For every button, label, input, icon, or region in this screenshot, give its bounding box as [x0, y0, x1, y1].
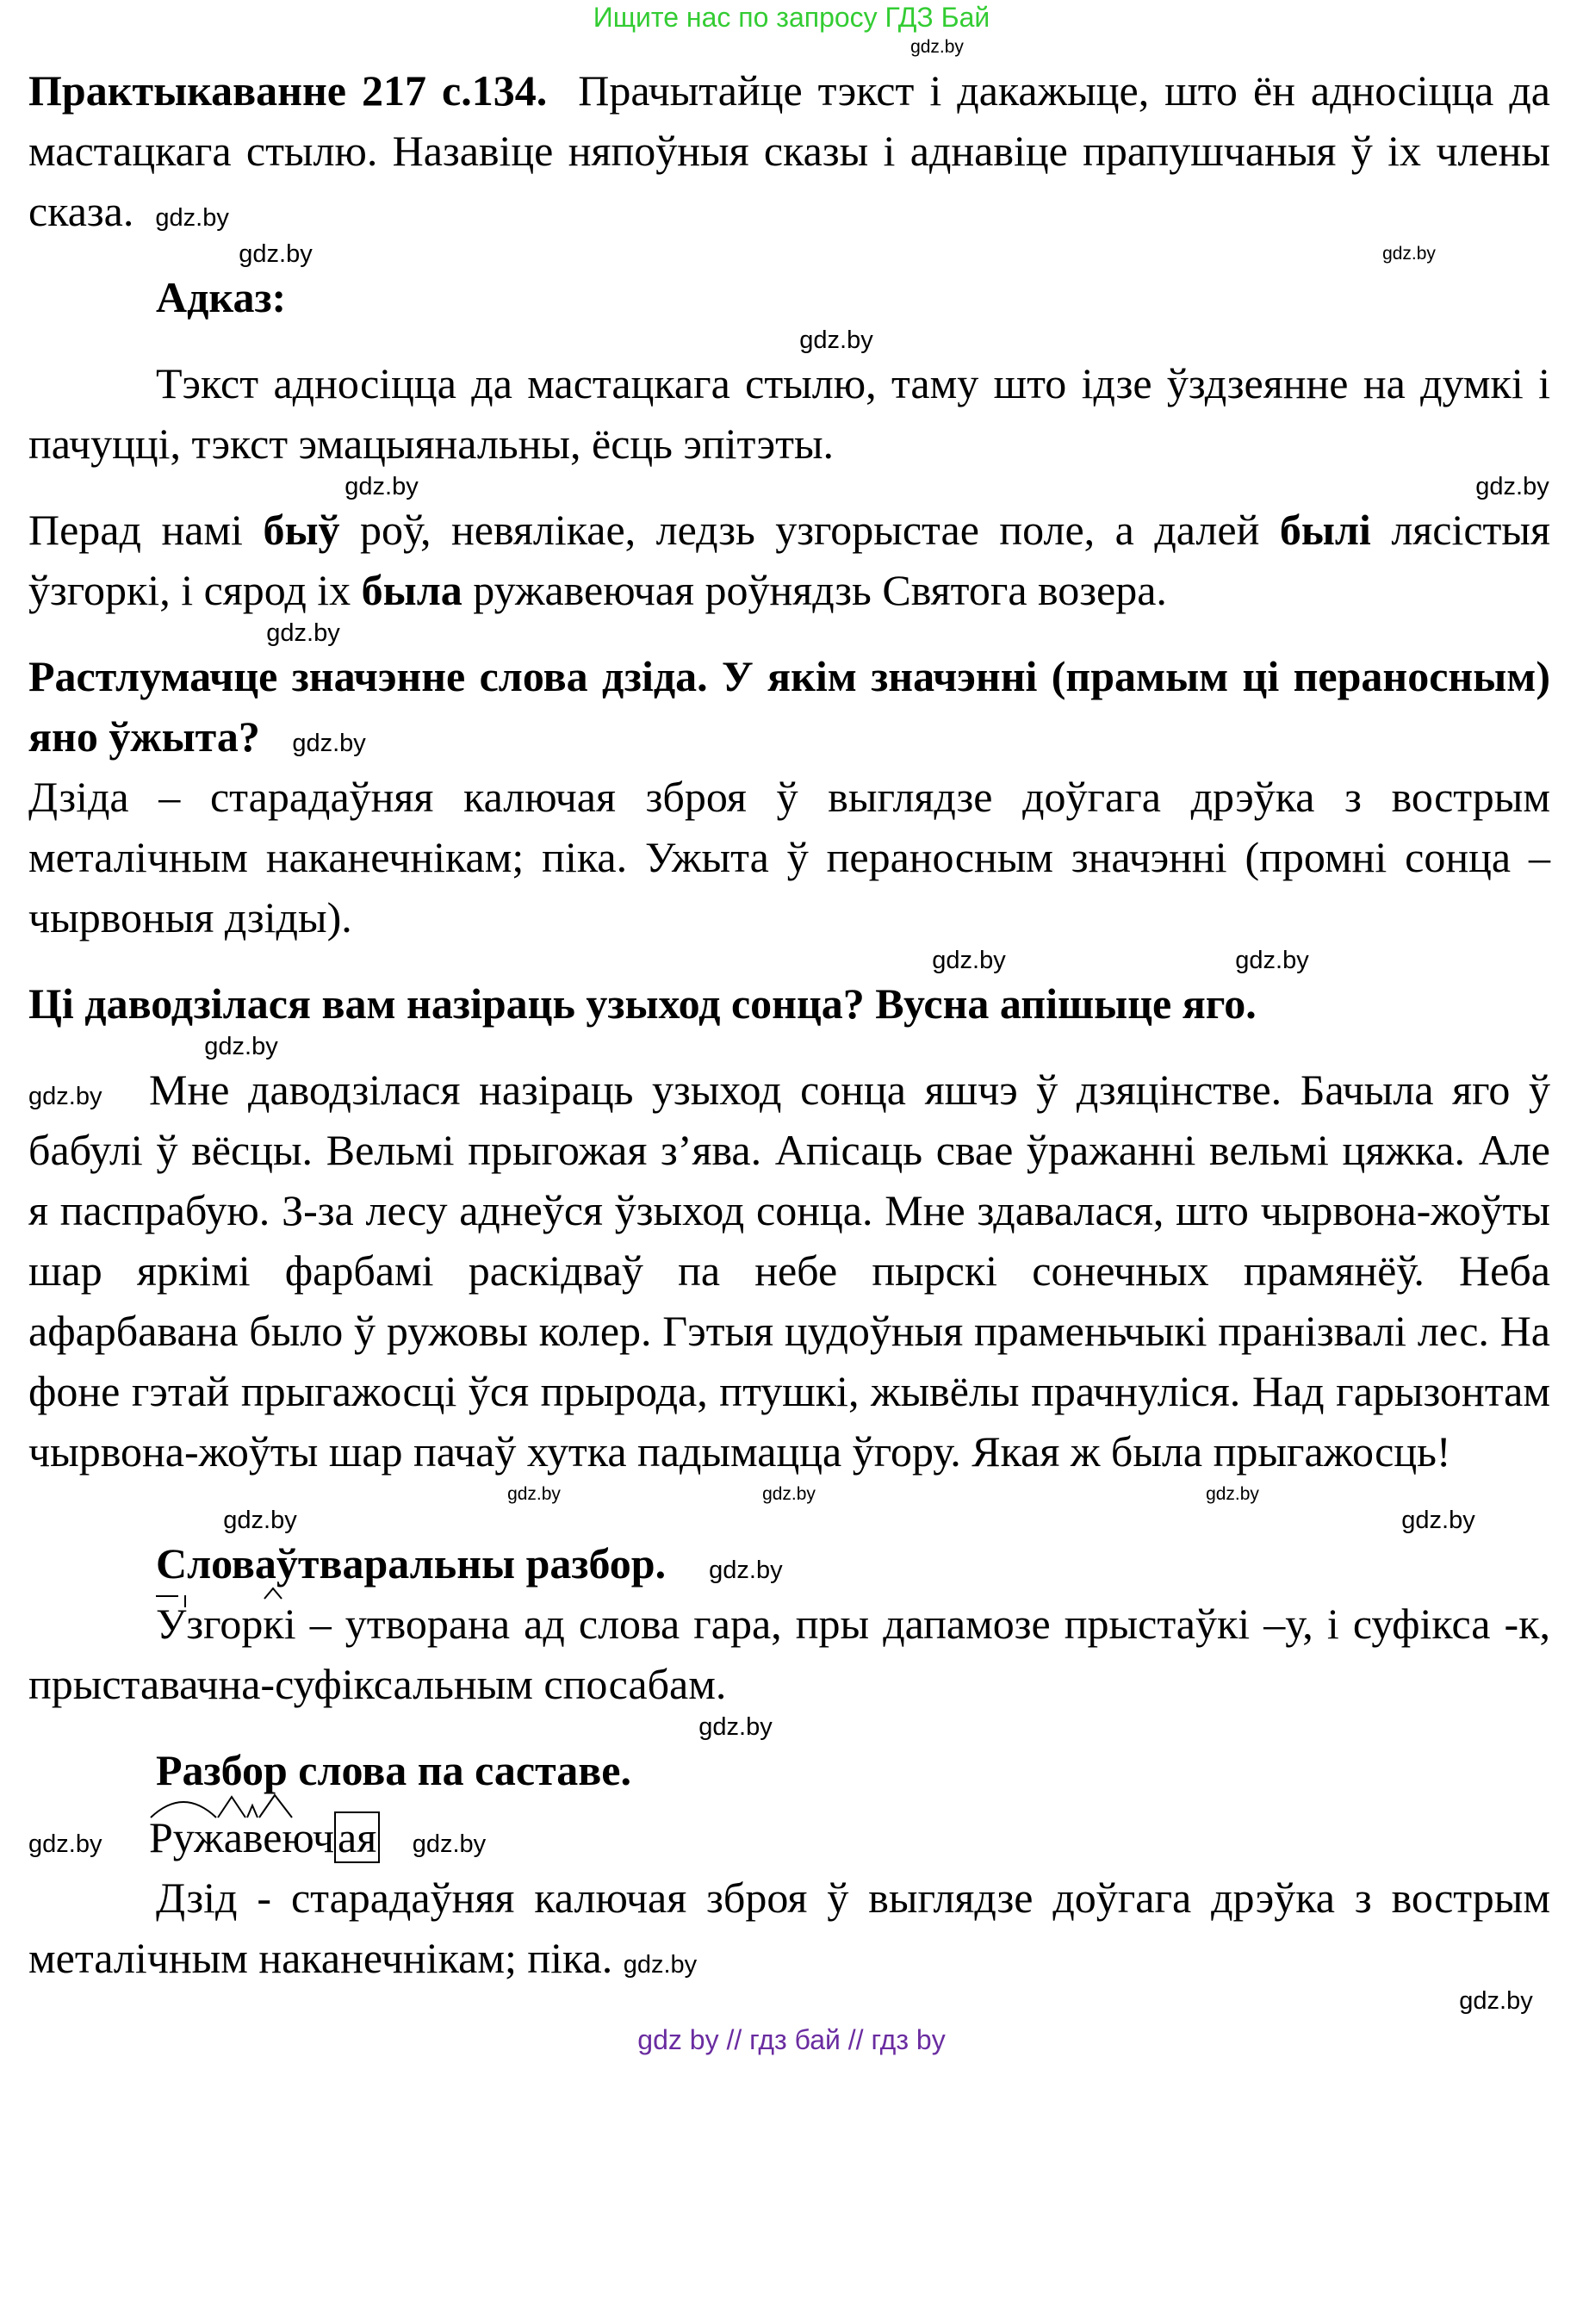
suffix-caret-icon — [263, 1587, 283, 1600]
document-column — [28, 0, 1550, 2057]
task-text: Прачытайце тэкст і дакажыце, што ён адносіцца да мастацкага стылю. Назавіце няпоўныя сказы і аднавіце прапушчаныя ў іх члены сказа. — [28, 66, 1551, 235]
text: роў, невялікае, ледзь узгорыстае поле, а далей — [339, 506, 1280, 554]
watermark: gdz.by — [266, 619, 340, 647]
watermark: gdz.by — [1475, 473, 1549, 500]
watermark-row — [28, 1988, 1550, 2014]
watermark-row — [28, 1507, 1550, 1533]
morpheme-analysis — [28, 1807, 1550, 1867]
indent-watermark — [28, 1807, 149, 1867]
watermark: gdz.by — [932, 947, 1006, 974]
watermark-row — [28, 34, 1550, 60]
watermark: gdz.by — [155, 204, 229, 232]
watermark: gdz.by — [1459, 1987, 1533, 2015]
ending: і — [283, 1600, 296, 1648]
question-3-answer — [28, 1059, 1550, 1482]
text: лясістыя ўзгоркі, і сярод іх — [28, 506, 1551, 614]
text: ружавеючая роўнядзь Святога возера. — [462, 566, 1167, 614]
watermark: gdz.by — [910, 37, 964, 57]
watermark-row — [28, 620, 1550, 646]
watermark-row — [28, 1034, 1550, 1059]
question-2-answer: Дзіда – старадаўняя калючая зброя ў выглядзе доўгага дрэўка з вострым металічным наканечнікам; піка. Ужыта ў пераносным значэнні (промні сонца – чырвоныя дзіды). — [28, 773, 1550, 941]
suffix-mark — [263, 1594, 283, 1654]
watermark: gdz.by — [1401, 1507, 1475, 1534]
definition — [28, 1867, 1550, 1988]
restored-sentence — [28, 500, 1550, 620]
question-2 — [28, 646, 1550, 767]
watermark-row — [28, 1482, 1550, 1507]
root: згор — [186, 1600, 264, 1648]
watermark: gdz.by — [1206, 1484, 1259, 1504]
watermark: gdz.by — [28, 1083, 102, 1110]
question-3: Ці даводзілася вам назіраць узыход сонца? Вусна апішыце яго. — [28, 979, 1257, 1028]
watermark: gdz.by — [709, 1557, 783, 1584]
task-title: Практыкаванне 217 с.134. — [28, 66, 548, 115]
task-paragraph — [28, 60, 1550, 241]
watermark: gdz.by — [1235, 947, 1309, 974]
watermark: gdz.by — [345, 473, 419, 500]
restored-word: была — [361, 566, 462, 614]
text: – утворана ад слова гара, пры дапамозе прыстаўкі –у, і суфікса -к, прыставачна-суфіксальным спосабам. — [28, 1600, 1550, 1708]
watermark-row — [28, 327, 1550, 353]
watermark: gdz.by — [507, 1484, 561, 1504]
footer-links[interactable]: gdz by // гдз бай // гдз by — [637, 2024, 946, 2055]
text: Перад намі — [28, 506, 264, 554]
watermark: gdz.by — [223, 1507, 297, 1534]
watermark: gdz.by — [204, 1033, 278, 1060]
morpheme-marks-icon — [149, 1792, 373, 1826]
question-3-answer-text: Мне даводзілася назіраць узыход сонца яшчэ ў дзяцінстве. Бачыла яго ў бабулі ў вёсцы. Вельмі прыгожая з’ява. Апісаць свае ўражанні вельмі цяжка. Але я паспрабую. З-за лесу аднеўся ўзыход сонца. Мне здавалася, што чырвона-жоўты шар яркімі фарбамі раскідваў па небе пырскі сонечных прамянёў. Неба афарбавана было ў ружовы колер. Гэтыя цудоўныя праменьчыкі пранізвалі лес. На фоне гэтай прыгажосці ўся прырода, птушкі, жывёлы прачнуліся. Над гарызонтам чырвона-жоўты шар пачаў хутка падымацца ўгору. Якая ж была прыгажосць! — [28, 1066, 1550, 1476]
watermark: gdz.by — [412, 1830, 487, 1858]
watermark: gdz.by — [292, 730, 366, 757]
word-formation-text — [28, 1594, 1550, 1714]
word-formation-heading-text: Словаўтваральны разбор. — [156, 1539, 667, 1588]
watermark: gdz.by — [1382, 244, 1436, 264]
answer-text: Тэкст адносіцца да мастацкага стылю, таму што ідзе ўздзеянне на думкі і пачуцці, тэкст эмацыянальны, ёсць эпітэты. — [28, 359, 1550, 468]
indent-watermark — [28, 1059, 149, 1120]
definition-text: Дзід - старадаўняя калючая зброя ў выглядзе доўгага дрэўка з вострым металічным наканечнікам; піка. — [28, 1873, 1550, 1982]
watermark: gdz.by — [28, 1830, 102, 1858]
header-banner[interactable]: Ищите нас по запросу ГДЗ Бай — [593, 2, 990, 33]
watermark-row — [28, 1714, 1550, 1740]
watermark: gdz.by — [623, 1951, 698, 1979]
answer-heading-text: Адказ: — [156, 273, 287, 321]
word-ending: ая — [334, 1811, 380, 1863]
morpheme-heading-text: Разбор слова па саставе. — [156, 1746, 631, 1794]
watermark: gdz.by — [698, 1713, 773, 1741]
watermark-row — [28, 948, 1550, 973]
prefix-mark: У — [156, 1594, 186, 1654]
watermark: gdz.by — [762, 1484, 816, 1504]
restored-word: быў — [263, 506, 340, 554]
suffix: к — [263, 1600, 284, 1648]
watermark: gdz.by — [239, 240, 313, 268]
question-2-text: Растлумачце значэнне слова дзіда. У якім значэнні (прамым ці пераносным) яно ўжыта? — [28, 652, 1550, 761]
watermark-row — [28, 474, 1550, 500]
word-formation-heading — [28, 1533, 1550, 1594]
answer-heading — [28, 267, 1550, 327]
watermark-row — [28, 241, 1550, 267]
watermark: gdz.by — [799, 326, 873, 354]
word-stem: Ружавеюч — [149, 1813, 334, 1861]
restored-word: былі — [1279, 506, 1371, 554]
